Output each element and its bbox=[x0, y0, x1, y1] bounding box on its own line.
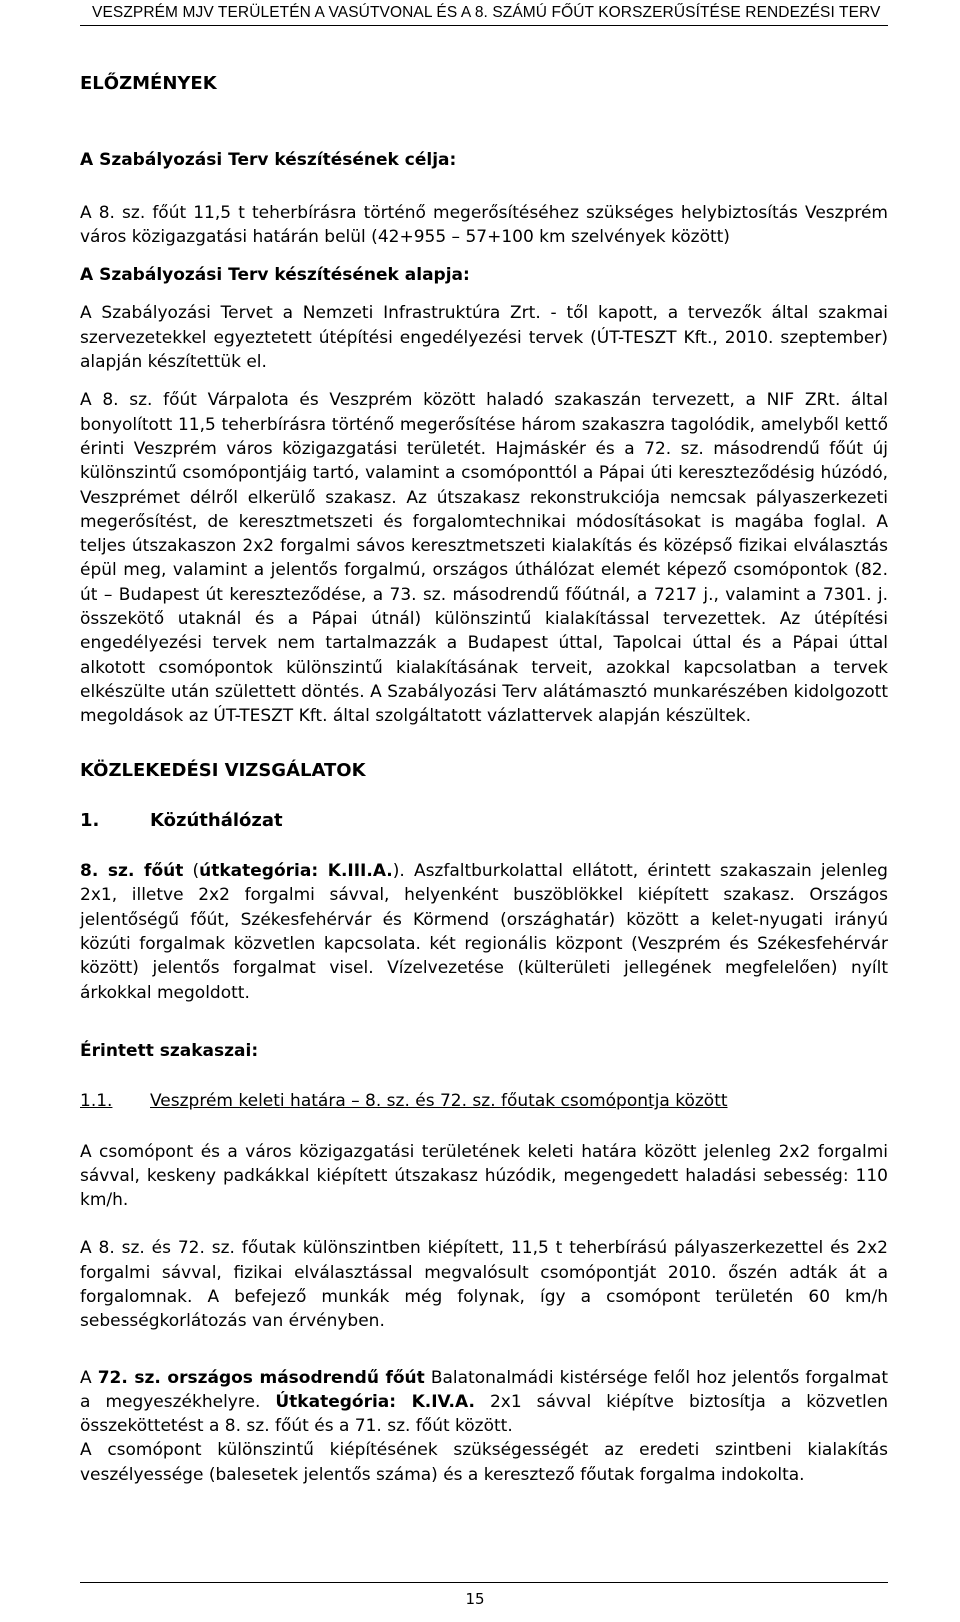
fout72-desc: Balatonalmádi kistérsége felől hoz jelentős forgalmat a megyeszékhelyre. bbox=[80, 1367, 888, 1412]
fout72-category: Útkategória: K.IV.A. bbox=[275, 1391, 475, 1412]
paragraph-project: A 8. sz. főút Várpalota és Veszprém között haladó szakaszán tervezett, a NIF ZRt. által bonyolított 11,5 teherbírásra történő megerősítése három szakaszra tagolódik, amelyből kettő érinti Veszprém város közigazgatási területét. Hajmáskér és a 72. sz. másodrendű főút új különszintű csomópontjáig tartó, valamint a csomóponttól a Pápai úti kereszteződésig húzódó, Veszprémet délről elkerülő szakasz. Az útszakasz rekonstrukciója nemcsak pályaszerkezeti megerősítést, de keresztmetszeti és forgalomtechnikai módosításokat is magába foglal. A teljes útszakaszon 2x2 forgalmi sávos keresztmetszeti kialakítás és középső fizikai elválasztás épül meg, valamint a jelentős forgalmú, országos úthálózat elemét képező csomópontok (82. út – Budapest út kereszteződése, a 73. sz. másodrendű főútnál, a 7217 j., valamint a 7301. j. összekötő utaknál és a Pápai útnál) különszintű kialakítással tervezettek. Az útépítési engedélyezési tervek nem tartalmazzák a Budapest úttal, Tapolcai úttal és a Pápai úttal alkotott csomópontok különszintű kialakításának terveit, azokkal kapcsolatban a tervek elkészülte után születtett döntés. A Szabályozási Terv alátámasztó munkarészében kidolgozott megoldások az ÚT-TESZT Kft. által szolgáltatott vázlattervek alapján készültek. bbox=[80, 390, 888, 727]
paragraph-alap: A Szabályozási Tervet a Nemzeti Infrastruktúra Zrt. - től kapott, a tervezők által szakmai szervezetekkel egyeztetett útépítési engedélyezési tervek (ÚT-TESZT Kft., 2010. szeptember) alapján készítettük el. bbox=[80, 303, 888, 373]
paragraph-fout8 bbox=[80, 859, 888, 1005]
heading-title: Közúthálózat bbox=[150, 809, 283, 831]
paragraph-fout72 bbox=[80, 1366, 888, 1439]
heading-szakasz bbox=[80, 1089, 956, 1113]
fout8-description: Aszfaltburkolattal ellátott, érintett szakaszain jelenleg 2x1, illetve 2x2 forgalmi sávval, helyenként buszöblökkel kiépített szakasz. Országos jelentőségű főút, Székesfehérvár és Körmend (országhatár) között a kelet-nyugati irányú közúti forgalmak közvetlen kapcsolata. két regionális központ (Veszprém és Székesfehérvár között) jelentős forgalmat visel. Vízelvezetése (külterületi jellegének megfelelően) nyílt árkokkal megoldott. bbox=[80, 861, 888, 1003]
heading-erintett: Érintett szakaszai: bbox=[80, 1040, 259, 1061]
szakasz-title: Veszprém keleti határa – 8. sz. és 72. sz. főutak csomópontja között bbox=[150, 1091, 728, 1112]
paragraph-last: A csomópont különszintű kiépítésének szükségességét az eredeti szintbeni kialakítás veszélyessége (balesetek jelentős száma) és a keresztező főutak forgalma indokolta. bbox=[80, 1440, 888, 1485]
fout72-name: 72. sz. országos másodrendű főút bbox=[97, 1367, 425, 1388]
running-header: VESZPRÉM MJV TERÜLETÉN A VASÚTVONAL ÉS A 8. SZÁMÚ FŐÚT KORSZERŰSÍTÉSE RENDEZÉSI TERV bbox=[92, 4, 881, 21]
szakasz-number: 1.1. bbox=[80, 1091, 113, 1112]
heading-kozlekedesi: KÖZLEKEDÉSI VIZSGÁLATOK bbox=[80, 759, 366, 781]
fout8-paren-close: ). bbox=[392, 861, 405, 882]
paragraph-cel: A 8. sz. főút 11,5 t teherbírásra történő megerősítéséhez szükséges helybiztosítás Veszprém város közigazgatási határán belül (42+955 – 57+100 km szelvények között) bbox=[80, 202, 888, 247]
paragraph-csomopont: A csomópont és a város közigazgatási területének keleti határa között jelenleg 2x2 forgalmi sávval, keskeny padkákkal kiépített útszakasz húzódik, megengedett haladási sebesség: 110 km/h. bbox=[80, 1141, 888, 1211]
fout8-label: 8. sz. főút bbox=[80, 861, 184, 882]
fout72-prefix: A bbox=[80, 1367, 98, 1388]
fout8-category: útkategória: K.III.A. bbox=[199, 861, 393, 882]
page-number: 15 bbox=[465, 1590, 485, 1608]
heading-alap: A Szabályozási Terv készítésének alapja: bbox=[80, 265, 470, 286]
heading-cel: A Szabályozási Terv készítésének célja: bbox=[80, 150, 457, 171]
paragraph-kulonszint: A 8. sz. és 72. sz. főutak különszintben kiépített, 11,5 t teherbírású pályaszerkezettel és 2x2 forgalmi sávval, fizikai elválasztással megvalósult csomópontját 2010. őszén adták át a forgalomnak. A befejező munkák még folynak, így a csomópont területén 60 km/h sebességkorlátozás van érvényben. bbox=[80, 1238, 888, 1332]
fout8-paren-open: ( bbox=[183, 861, 200, 882]
fout72-rest: 2x1 sávval kiépítve biztosítja a közvetlen összeköttetést a 8. sz. főút és a 71. sz. főút között. bbox=[80, 1391, 889, 1437]
heading-kozuthalozat bbox=[80, 809, 956, 833]
heading-elozmenyek: ELŐZMÉNYEK bbox=[80, 73, 217, 94]
footer-rule bbox=[80, 1582, 888, 1583]
header-rule bbox=[80, 25, 888, 26]
page-content bbox=[80, 72, 956, 1487]
heading-number: 1. bbox=[80, 809, 100, 831]
